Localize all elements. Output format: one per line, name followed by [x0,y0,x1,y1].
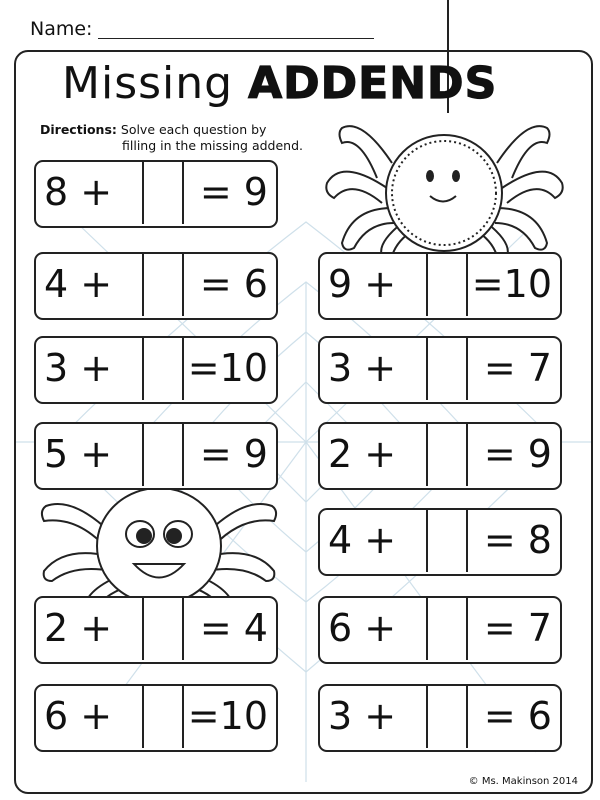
missing-addend-box[interactable] [426,596,468,660]
problem-card [318,422,562,490]
title-missing: Missing [62,58,249,109]
problem-sum: = 6 [483,694,552,738]
problem-sum: =10 [471,262,552,306]
problem-card [34,252,278,320]
problem-addend: 6 + [44,694,113,738]
problem-addend: 3 + [44,346,113,390]
problem-addend: 4 + [44,262,113,306]
name-field[interactable] [98,38,374,39]
directions-line2: filling in the missing addend. [122,138,304,153]
missing-addend-box[interactable] [426,422,468,486]
copyright-notice: © Ms. Makinson 2014 [468,776,578,787]
problem-addend: 2 + [328,432,397,476]
problem-card [318,596,562,664]
directions-line1: Solve each question by [116,122,267,137]
problem-sum: = 4 [199,606,268,650]
problem-card [34,684,278,752]
problem-addend: 3 + [328,346,397,390]
missing-addend-box[interactable] [142,252,184,316]
missing-addend-box[interactable] [426,336,468,400]
problem-sum: = 7 [483,346,552,390]
problem-sum: = 9 [483,432,552,476]
problem-card [34,596,278,664]
missing-addend-box[interactable] [426,508,468,572]
missing-addend-box[interactable] [426,684,468,748]
problem-sum: =10 [187,694,268,738]
spider-illustration-middle [34,476,284,616]
name-label: Name: [30,18,93,40]
missing-addend-box[interactable] [142,684,184,748]
problem-addend: 5 + [44,432,113,476]
problem-sum: =10 [187,346,268,390]
problem-addend: 6 + [328,606,397,650]
problem-card [318,252,562,320]
problem-addend: 3 + [328,694,397,738]
title-addends: ADDENDS [248,58,498,109]
problem-card [34,336,278,404]
page-title [62,58,497,109]
problem-sum: = 6 [199,262,268,306]
problem-addend: 4 + [328,518,397,562]
missing-addend-box[interactable] [142,422,184,486]
problem-addend: 9 + [328,262,397,306]
problem-card [34,422,278,490]
directions-label: Directions: [40,122,117,137]
problem-addend: 8 + [44,170,113,214]
problem-addend: 2 + [44,606,113,650]
missing-addend-box[interactable] [426,252,468,316]
problem-sum: = 7 [483,606,552,650]
problem-card [318,508,562,576]
problem-sum: = 9 [199,432,268,476]
missing-addend-box[interactable] [142,596,184,660]
problem-card [34,160,278,228]
problem-card [318,684,562,752]
spider-illustration-top [322,108,572,258]
missing-addend-box[interactable] [142,336,184,400]
missing-addend-box[interactable] [142,160,184,224]
problem-sum: = 9 [199,170,268,214]
directions [40,122,340,154]
problem-sum: = 8 [483,518,552,562]
problem-card [318,336,562,404]
